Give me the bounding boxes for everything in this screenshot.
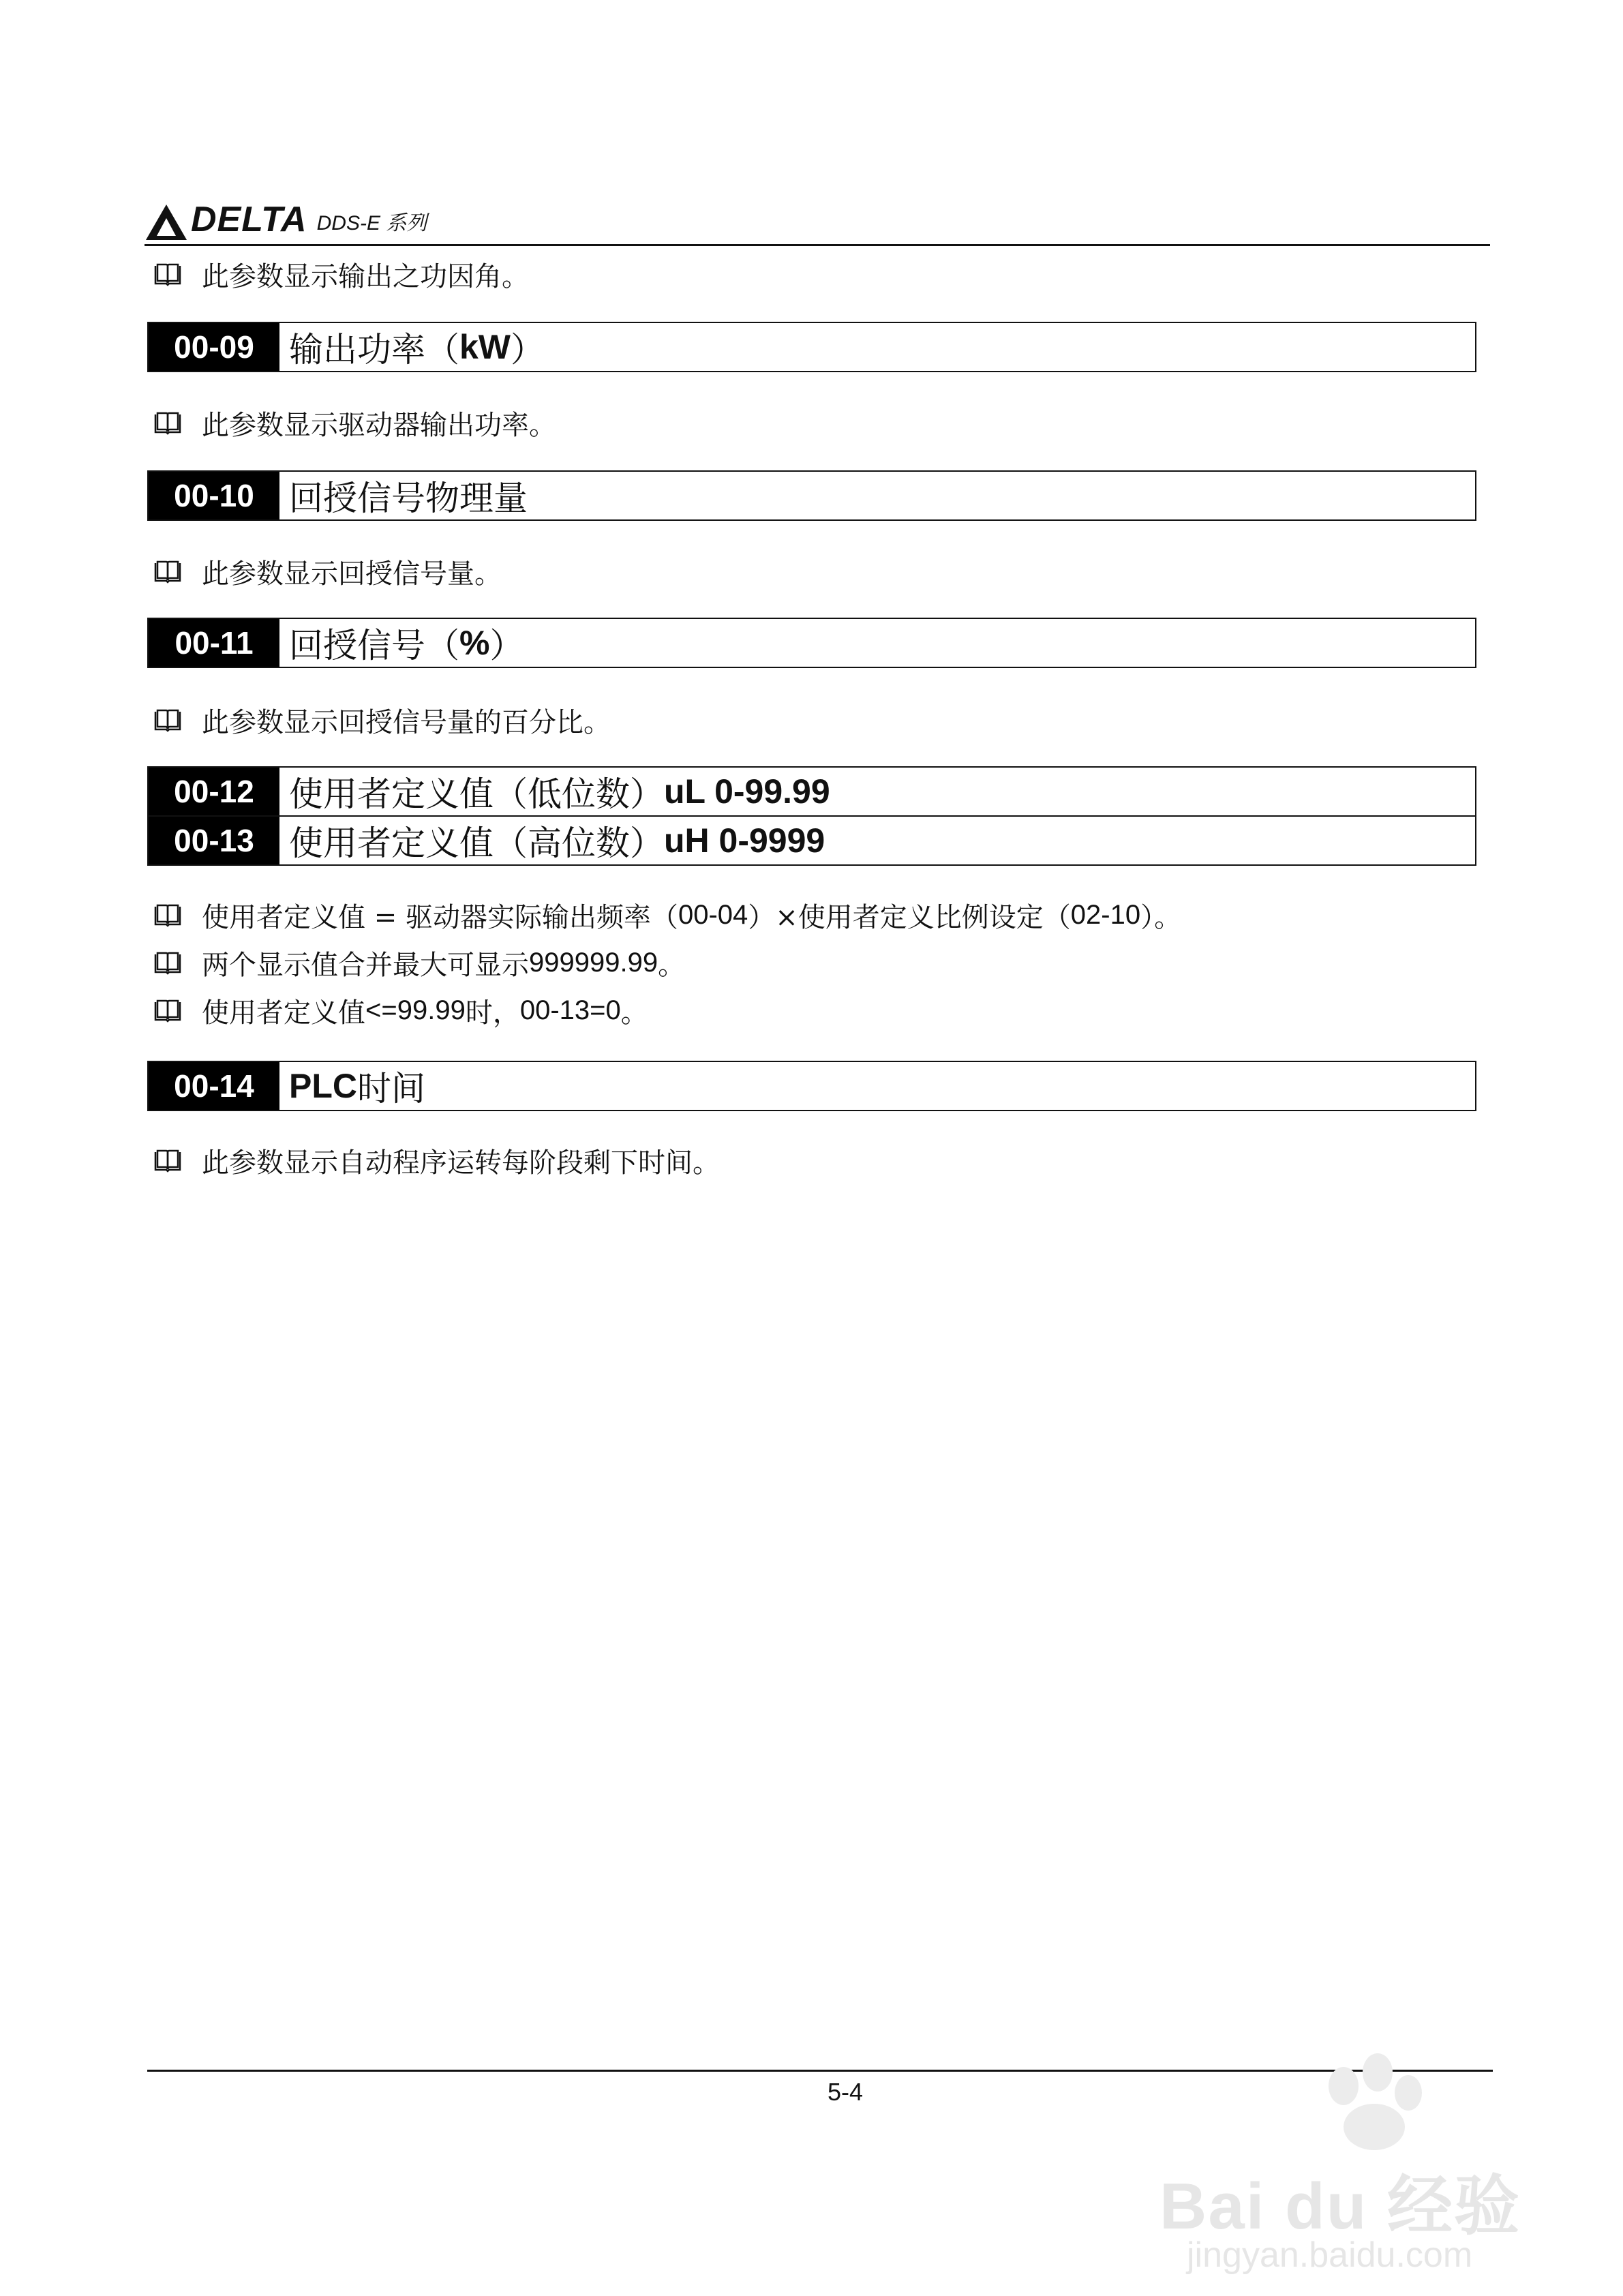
note-text: 此参数显示输出之功因角。 [202,260,529,292]
param-00-10 [147,470,1476,521]
note-max-display: 两个显示值合并最大可显示 999999.99 。 [154,942,685,983]
param-code: 00-11 [149,619,279,667]
book-icon [154,559,181,584]
note-feedback-percent [154,699,611,740]
note-text: 此参数显示驱动器输出功率。 [202,409,556,441]
param-00-09 [147,322,1476,372]
note-output-power [154,402,556,443]
note-high-zero: 使用者定义值 <=99.99 时， 00-13=0 。 [154,990,648,1031]
note-text: 此参数显示回授信号量。 [202,558,502,590]
page-number: 5-4 [827,2078,864,2106]
note-plc-time [154,1140,720,1181]
param-00-14 [147,1061,1476,1111]
watermark-site: jingyan.baidu.com [1187,2235,1473,2275]
baidu-watermark [1159,2052,1541,2277]
param-title: PLC 时间 [289,1067,425,1108]
book-icon [154,708,181,732]
note-user-defined-formula: 使用者定义值 = 驱动器实际输出频率（ 00-04 ）×使用者定义比例设定（ 02-10 ）。 [154,894,1181,935]
book-icon [154,950,181,975]
book-icon [154,903,181,927]
book-icon [154,1148,181,1173]
param-00-12 [147,766,1476,817]
watermark-brand: Bai du 经验 [1159,2170,1521,2243]
delta-logo [145,183,427,241]
series-label: DDS-E 系列 [316,212,427,235]
page-header [145,183,1490,246]
param-code: 00-10 [149,472,279,519]
param-code: 00-09 [149,323,279,371]
param-00-11 [147,618,1476,668]
note-power-factor [154,254,529,294]
param-00-13 [147,815,1476,866]
param-title: 回授信号物理量 [289,479,528,518]
param-title: 输出功率（ kW ） [289,328,545,369]
book-icon [154,998,181,1023]
note-text: 此参数显示回授信号量的百分比。 [202,706,611,738]
paw-icon [1303,2052,1439,2154]
brand-name: DELTA [191,200,307,239]
delta-triangle-icon [145,203,188,241]
note-text: 此参数显示自动程序运转每阶段剩下时间。 [202,1147,720,1179]
book-icon [154,410,181,435]
book-icon [154,262,181,286]
param-title: 使用者定义值（高位数） uH 0-9999 [289,821,825,863]
param-code: 00-14 [149,1062,279,1110]
param-title: 回授信号（ % ） [289,624,524,665]
param-title: 使用者定义值（低位数） uL 0-99.99 [289,772,830,814]
param-code: 00-12 [149,768,279,815]
note-feedback-quantity [154,551,502,592]
param-code: 00-13 [149,817,279,864]
